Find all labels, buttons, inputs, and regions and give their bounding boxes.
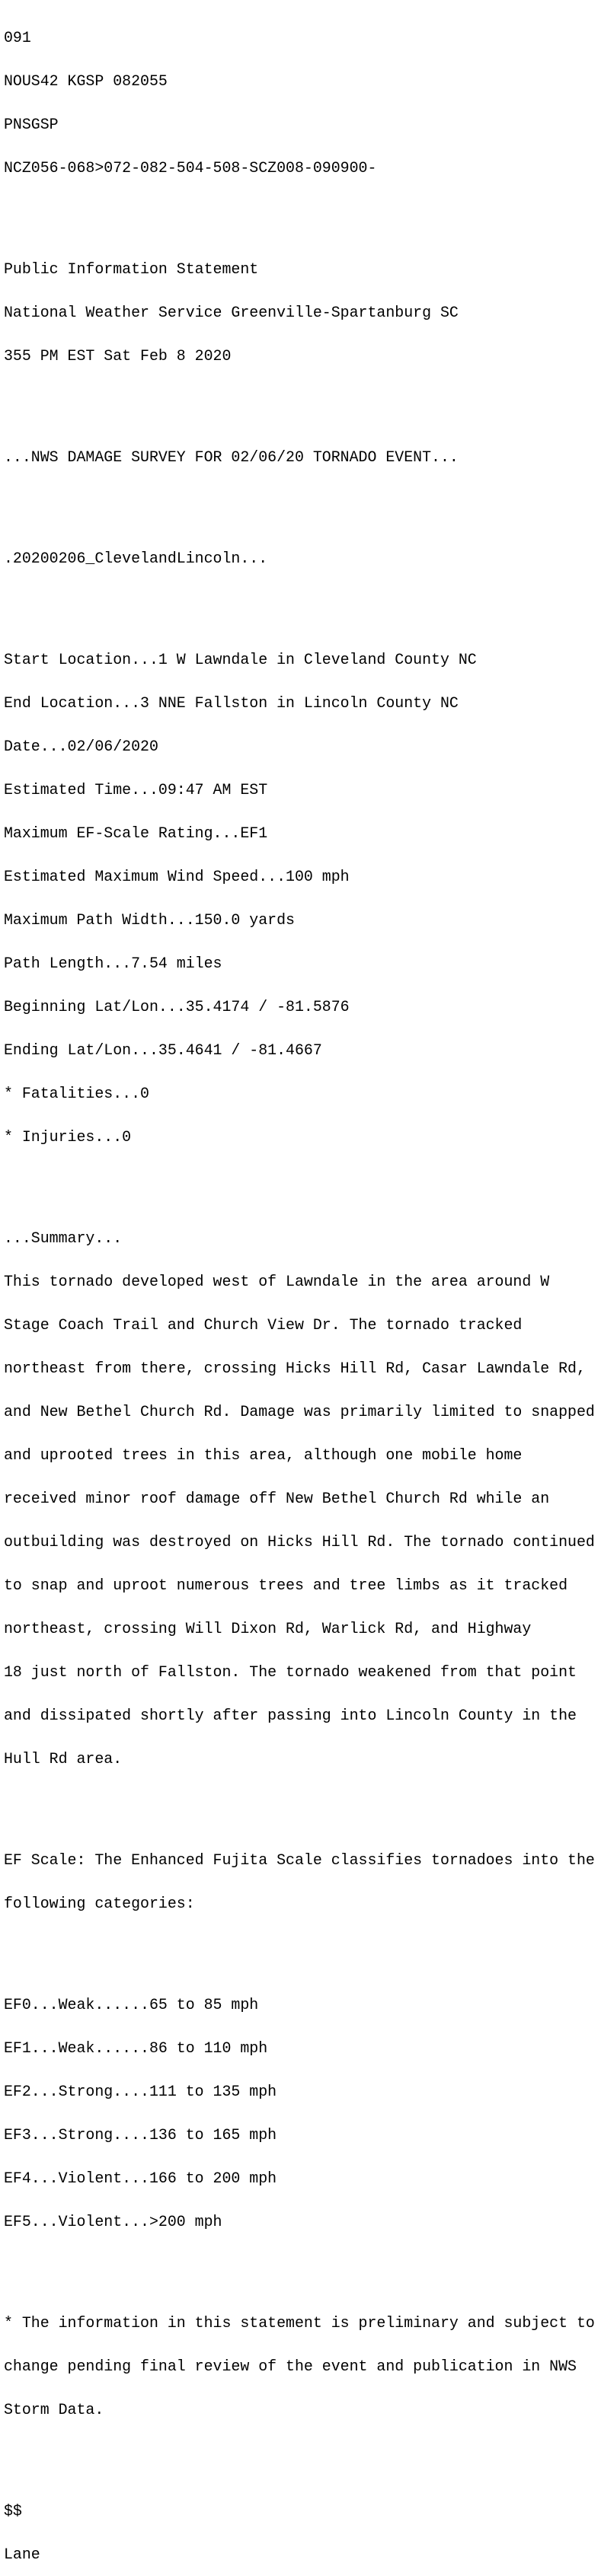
ef-category-ef3: EF3...Strong....136 to 165 mph	[4, 2126, 277, 2144]
author: Lane	[4, 2546, 40, 2563]
blank-line	[4, 2258, 595, 2272]
summary-heading: ...Summary...	[4, 1229, 123, 1247]
ef-category-ef5: EF5...Violent...>200 mph	[4, 2213, 222, 2230]
summary-line: 18 just north of Fallston. The tornado weakened from that point	[4, 1663, 577, 1681]
detail-fatalities: * Fatalities...0	[4, 1085, 149, 1102]
ef-scale-intro: following categories:	[4, 1895, 195, 1912]
blank-line	[4, 392, 595, 406]
detail-start-location: Start Location...1 W Lawndale in Cleveland County NC	[4, 651, 477, 668]
disclaimer-line: Storm Data.	[4, 2401, 104, 2418]
detail-max-ef-rating: Maximum EF-Scale Rating...EF1	[4, 824, 268, 842]
summary-line: This tornado developed west of Lawndale in the area around W	[4, 1273, 550, 1290]
blank-line	[4, 1173, 595, 1188]
awips-id: PNSGSP	[4, 116, 59, 133]
ef-category-ef4: EF4...Violent...166 to 200 mph	[4, 2170, 277, 2187]
ef-category-ef2: EF2...Strong....111 to 135 mph	[4, 2083, 277, 2100]
wmo-header: NOUS42 KGSP 082055	[4, 72, 168, 90]
summary-line: northeast, crossing Will Dixon Rd, Warlick Rd, and Highway	[4, 1620, 532, 1637]
disclaimer-line: * The information in this statement is preliminary and subject to	[4, 2314, 595, 2332]
summary-line: and uprooted trees in this area, although one mobile home	[4, 1446, 523, 1464]
detail-ending-latlon: Ending Lat/Lon...35.4641 / -81.4667	[4, 1041, 322, 1059]
detail-beginning-latlon: Beginning Lat/Lon...35.4174 / -81.5876	[4, 998, 350, 1015]
product-id: 091	[4, 29, 31, 46]
summary-line: and dissipated shortly after passing into Lincoln County in the	[4, 1707, 577, 1724]
blank-line	[4, 1795, 595, 1809]
disclaimer-line: change pending final review of the event and publication in NWS	[4, 2358, 577, 2375]
issue-time: 355 PM EST Sat Feb 8 2020	[4, 347, 232, 365]
event-id: .20200206_ClevelandLincoln...	[4, 550, 268, 567]
ugc-zones: NCZ056-068>072-082-504-508-SCZ008-090900-	[4, 159, 377, 177]
summary-line: received minor roof damage off New Bethel Church Rd while an	[4, 1490, 550, 1507]
detail-end-location: End Location...3 NNE Fallston in Lincoln County NC	[4, 694, 459, 712]
summary-line: northeast from there, crossing Hicks Hill Rd, Casar Lawndale Rd,	[4, 1360, 586, 1377]
blank-line	[4, 595, 595, 609]
summary-line: outbuilding was destroyed on Hicks Hill Rd. The tornado continued	[4, 1533, 595, 1551]
blank-line	[4, 204, 595, 218]
detail-estimated-time: Estimated Time...09:47 AM EST	[4, 781, 268, 799]
headline: ...NWS DAMAGE SURVEY FOR 02/06/20 TORNADO EVENT...	[4, 448, 459, 466]
ef-category-ef0: EF0...Weak......65 to 85 mph	[4, 1996, 259, 2013]
end-marker: $$	[4, 2502, 22, 2520]
detail-injuries: * Injuries...0	[4, 1128, 132, 1146]
ef-category-ef1: EF1...Weak......86 to 110 mph	[4, 2039, 268, 2057]
statement-title: Public Information Statement	[4, 260, 259, 278]
detail-path-length: Path Length...7.54 miles	[4, 955, 222, 972]
summary-line: Stage Coach Trail and Church View Dr. The tornado tracked	[4, 1316, 523, 1334]
detail-max-path-width: Maximum Path Width...150.0 yards	[4, 911, 295, 929]
blank-line	[4, 493, 595, 508]
ef-scale-intro: EF Scale: The Enhanced Fujita Scale classifies tornadoes into the	[4, 1851, 595, 1869]
summary-line: Hull Rd area.	[4, 1750, 123, 1768]
detail-date: Date...02/06/2020	[4, 738, 158, 755]
detail-max-wind-speed: Estimated Maximum Wind Speed...100 mph	[4, 868, 350, 885]
public-information-statement	[4, 2, 595, 2576]
summary-line: to snap and uproot numerous trees and tree limbs as it tracked	[4, 1577, 568, 1594]
blank-line	[4, 2446, 595, 2460]
blank-line	[4, 1940, 595, 1954]
summary-line: and New Bethel Church Rd. Damage was primarily limited to snapped	[4, 1403, 595, 1420]
issuing-office: National Weather Service Greenville-Spartanburg SC	[4, 304, 459, 321]
